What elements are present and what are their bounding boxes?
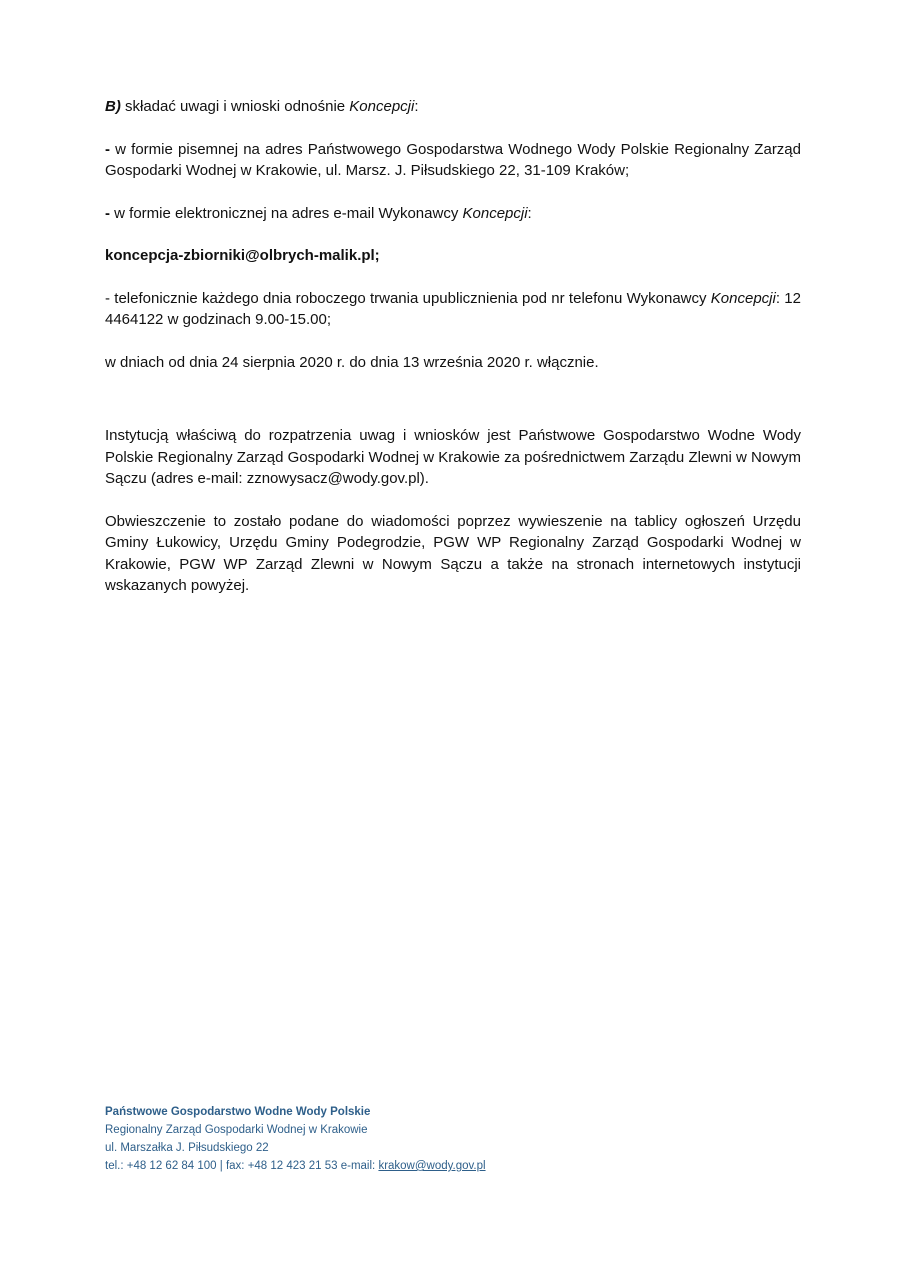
footer-contact-text: tel.: +48 12 62 84 100 | fax: +48 12 423 21 53 e-mail:: [105, 1160, 379, 1172]
electronic-submission-item: [105, 203, 801, 225]
contractor-email: koncepcja-zbiorniki@olbrych-malik.pl;: [105, 247, 380, 264]
document-body: [105, 96, 801, 618]
section-b-text: składać uwagi i wnioski odnośnie: [120, 98, 350, 115]
phone-text: - telefonicznie każdego dnia roboczego trwania upublicznienia pod nr telefonu Wykonawcy: [105, 289, 711, 307]
institution-paragraph: Instytucją właściwą do rozpatrzenia uwag i wniosków jest Państwowe Gospodarstwo Wodne Wody Polskie Regionalny Zarząd Gospodarki Wodnej w Krakowie za pośrednictwem Zarządu Zlewni w Nowym Sączu (adres e-mail: zznowysacz@wody.gov.pl).: [105, 427, 801, 487]
footer-unit: Regionalny Zarząd Gospodarki Wodnej w Krakowie: [105, 1124, 368, 1136]
written-dash: -: [105, 140, 110, 158]
footer-org: Państwowe Gospodarstwo Wodne Wody Polskie: [105, 1106, 371, 1118]
section-b-suffix: :: [414, 98, 419, 115]
date-range: w dniach od dnia 24 sierpnia 2020 r. do dnia 13 września 2020 r. włącznie.: [105, 353, 599, 371]
footer-address: ul. Marszałka J. Piłsudskiego 22: [105, 1142, 269, 1154]
electronic-suffix: :: [527, 204, 532, 222]
written-text: w formie pisemnej na adres Państwowego Gospodarstwa Wodnego Wody Polskie Regionalny Zarząd Gospodarki Wodnej w Krakowie, ul. Marsz. J. Piłsudskiego 22, 31-109 Kraków;: [105, 140, 801, 179]
electronic-dash: -: [105, 204, 110, 222]
phone-submission-item: [105, 288, 801, 331]
footer-contact: [105, 1157, 705, 1175]
electronic-concept: Koncepcji: [462, 204, 528, 222]
letterhead-footer: [105, 1103, 705, 1175]
phone-suffix: : 12 4464122 w godzinach 9.00-15.00;: [105, 289, 801, 328]
written-submission-item: [105, 139, 801, 182]
electronic-text: w formie elektronicznej na adres e-mail Wykonawcy: [110, 204, 463, 222]
section-b-heading: [105, 96, 801, 118]
footer-email-link[interactable]: krakow@wody.gov.pl: [378, 1160, 486, 1172]
phone-concept: Koncepcji: [710, 289, 776, 307]
section-b-concept: Koncepcji: [349, 98, 415, 115]
notice-paragraph: Obwieszczenie to zostało podane do wiadomości poprzez wywieszenie na tablicy ogłoszeń Urzędu Gminy Łukowicy, Urzędu Gminy Podegrodzie, PGW WP Regionalny Zarząd Gospodarki Wodnej w Krakowie, PGW WP Zarząd Zlewni w Nowym Sączu a także na stronach internetowych instytucji wskazanych powyżej.: [105, 512, 801, 594]
section-b-label: B): [105, 98, 121, 115]
